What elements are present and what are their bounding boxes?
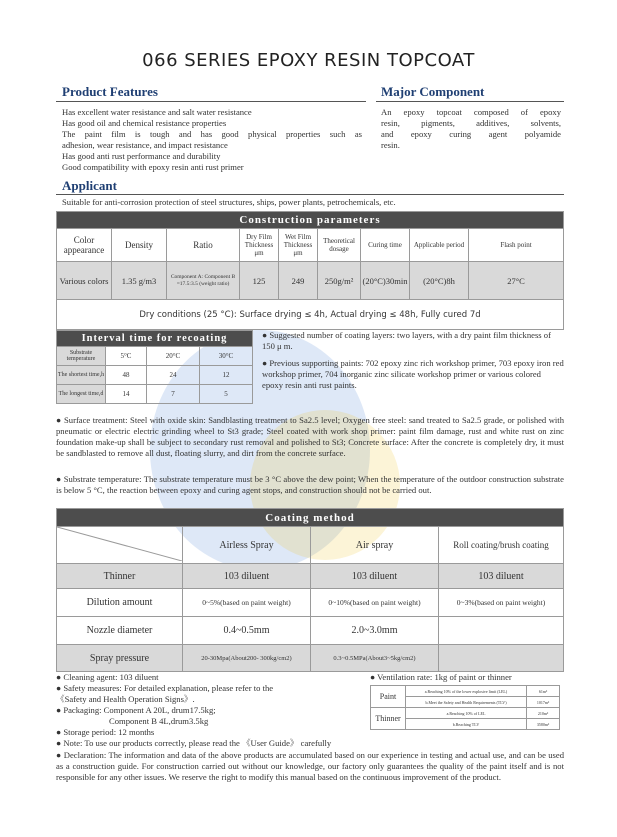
interval-table: [56, 330, 253, 404]
ventilation-value: 61m³: [527, 686, 560, 697]
method-header: Roll coating/brush coating: [439, 527, 564, 564]
cleaning-agent: ● Cleaning agent: 103 diluent: [56, 672, 159, 682]
header-cell: Theoretical dosage: [318, 229, 361, 262]
interval-row-label: The shortest time,h: [57, 366, 106, 385]
coating-title: Coating method: [57, 509, 564, 527]
features-line: Has good anti rust performance and durability: [62, 151, 221, 161]
coating-cell: 0.4~0.5mm: [183, 617, 311, 645]
applicant-divider: [56, 194, 564, 195]
header-cell: Curing time: [361, 229, 410, 262]
interval-cell: 5: [199, 385, 252, 404]
page-title: 066 SERIES EPOXY RESIN TOPCOAT: [142, 50, 475, 71]
ventilation-table: [370, 685, 560, 730]
ventilation-desc: b.Meet the Safety and Health Requirements (TLV): [406, 697, 527, 708]
value-cell: 27°C: [469, 262, 564, 300]
features-line: adhesion, wear resistance, and impact resistance: [62, 140, 228, 150]
coating-cell: 103 diluent: [439, 564, 564, 589]
features-line: Good compatibility with epoxy resin anti rust primer: [62, 162, 244, 172]
coating-cell: [439, 645, 564, 672]
features-heading: Product Features: [62, 84, 158, 99]
coating-cell: 0~10%(based on paint weight): [311, 589, 439, 617]
header-cell: Density: [112, 229, 167, 262]
component-divider: [376, 101, 564, 102]
coating-cell: 0~5%(based on paint weight): [183, 589, 311, 617]
value-cell: 125: [240, 262, 279, 300]
coating-row-label: Dilution amount: [57, 589, 183, 617]
interval-cell: 14: [106, 385, 147, 404]
note-line: ● Note: To use our products correctly, please read the 《User Guide》 carefully: [56, 738, 332, 748]
safety-line-2: 《Safety and Health Operation Signs》.: [56, 694, 195, 704]
coating-layers-note: ● Suggested number of coating layers: two layers, with a dry paint film thickness of 150 μ m.: [262, 330, 551, 351]
packaging-line-1: ● Packaging: Component A 20L, drum17.5kg;: [56, 705, 216, 715]
ventilation-title: ● Ventilation rate: 1kg of paint or thinner: [370, 672, 512, 682]
interval-cell: 48: [106, 366, 147, 385]
substrate-temperature: ● Substrate temperature: The substrate temperature must be 3 °C above the dew point; When the temperature of the outdoor construction substrate is below 5 °C, the reaction between epoxy and curing agent stops, and construction should not be carried out.: [56, 474, 564, 495]
ventilation-desc: b.Reaching TLV: [406, 719, 527, 730]
component-line: resin, pigments, additives, solvents,: [381, 118, 561, 128]
header-cell: Flash point: [469, 229, 564, 262]
ventilation-group: Thinner: [371, 708, 406, 730]
interval-header-cell: Substrate temperature: [57, 347, 106, 366]
header-cell: Color appearance: [57, 229, 112, 262]
coating-cell: 0.3~0.5MPa(About3~5kg/cm2): [311, 645, 439, 672]
diagonal-line: [57, 527, 182, 561]
surface-treatment: ● Surface treatment: Steel with oxide skin: Sandblasting treatment to Sa2.5 level; Oxygen free steel: sand treated to Sa2.5 grade, or polished with pneumatic or electric electric grinding wheel to St3 grade; Steel coated with work shop primer: paint film damage, rust and white rust on zinc foundation make-up shall be subject to secondary rust removal and polished to St3; Concrete surface: After the concrete is completely dry, it must be sandblasted to remove all dust, floating slurry, and dirt from the concrete surface.: [56, 415, 564, 458]
right-notes: [262, 330, 564, 391]
coating-row-label: Spray pressure: [57, 645, 183, 672]
header-cell: Applicable period: [410, 229, 469, 262]
declaration: ● Declaration: The information and data of the above products are accumulated based on our experience in testing and actual use, and can be used as a construction guide. For construction carried out without our knowledge, our factory only guarantees the quality of the paint itself and is not responsible for any other issues. We reserve the right to modify this manual based on the continuous improvement of the product.: [56, 750, 564, 782]
coating-cell: 103 diluent: [183, 564, 311, 589]
applicant-heading: Applicant: [62, 178, 117, 193]
header-cell: Wet Film Thickness μm: [279, 229, 318, 262]
supporting-paints-note: ● Previous supporting paints: 702 epoxy zinc rich workshop primer, 703 epoxy iron red workshop primer, 704 inorganic zinc silicate workshop primer or various colored epoxy resin anti rust paints.: [262, 358, 564, 390]
coating-cell: 20-30Mpa(About200- 300kg/cm2): [183, 645, 311, 672]
header-cell: Dry Film Thickness μm: [240, 229, 279, 262]
features-line: The paint film is tough and has good physical properties such as: [62, 129, 362, 139]
interval-cell: 12: [199, 366, 252, 385]
features-line: Has good oil and chemical resistance properties: [62, 118, 227, 128]
diagonal-cell: [57, 527, 183, 564]
interval-header-cell: 20°C: [146, 347, 199, 366]
ventilation-value: 210m³: [527, 708, 560, 719]
dry-conditions: Dry conditions (25 °C): Surface drying ≤ 4h, Actual drying ≤ 48h, Fully cured 7d: [57, 300, 564, 330]
features-divider: [56, 101, 366, 102]
component-line: and epoxy curing agent polyamide: [381, 129, 561, 139]
bottom-notes: [56, 672, 356, 738]
ventilation-group: Paint: [371, 686, 406, 708]
ventilation-desc: a.Reaching 10% of the lower explosive limit (LEL): [406, 686, 527, 697]
component-line: resin.: [381, 140, 400, 150]
coating-table: [56, 508, 564, 672]
construction-table: [56, 211, 564, 330]
value-cell: (20°C)30min: [361, 262, 410, 300]
features-line: Has excellent water resistance and salt water resistance: [62, 107, 252, 117]
method-header: Air spray: [311, 527, 439, 564]
safety-line-1: ● Safety measures: For detailed explanation, please refer to the: [56, 683, 274, 693]
value-cell: 249: [279, 262, 318, 300]
method-header: Airless Spray: [183, 527, 311, 564]
interval-row-label: The longest time,d: [57, 385, 106, 404]
interval-header-cell: 5°C: [106, 347, 147, 366]
value-cell: Component A: Component B =17.5:3.5 (weight ratio): [167, 262, 240, 300]
header-cell: Ratio: [167, 229, 240, 262]
value-cell: 1.35 g/m3: [112, 262, 167, 300]
interval-header-cell: 30°C: [199, 347, 252, 366]
coating-cell: 0~3%(based on paint weight): [439, 589, 564, 617]
storage-period: ● Storage period: 12 months: [56, 727, 155, 737]
interval-title: Interval time for recoating: [57, 331, 253, 347]
component-text: [381, 107, 561, 151]
coating-cell: 103 diluent: [311, 564, 439, 589]
component-heading: Major Component: [381, 84, 485, 99]
coating-row-label: Nozzle diameter: [57, 617, 183, 645]
interval-cell: 24: [146, 366, 199, 385]
value-cell: 250g/m²: [318, 262, 361, 300]
applicant-text: Suitable for anti-corrosion protection of steel structures, ships, power plants, petrochemicals, etc.: [62, 197, 396, 207]
ventilation-desc: a.Reaching 10% of LEL: [406, 708, 527, 719]
coating-row-label: Thinner: [57, 564, 183, 589]
interval-cell: 7: [146, 385, 199, 404]
ventilation-value: 1017m³: [527, 697, 560, 708]
coating-cell: 2.0~3.0mm: [311, 617, 439, 645]
construction-title: Construction parameters: [57, 212, 564, 229]
features-list: [62, 107, 362, 173]
ventilation-value: 3580m³: [527, 719, 560, 730]
component-line: An epoxy topcoat composed of epoxy: [381, 107, 561, 117]
value-cell: (20°C)8h: [410, 262, 469, 300]
packaging-line-2: Component B 4L,drum3.5kg: [109, 716, 209, 726]
value-cell: Various colors: [57, 262, 112, 300]
coating-cell: [439, 617, 564, 645]
